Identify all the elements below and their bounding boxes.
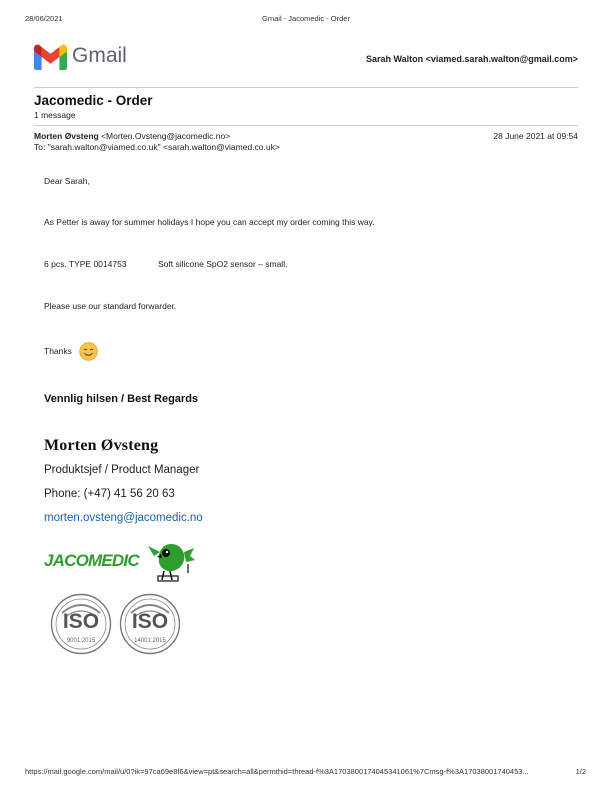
iso-14001-badge <box>119 593 181 655</box>
gmail-logo-icon <box>34 44 67 70</box>
sender-name: Morten Øvsteng <box>34 131 99 141</box>
signature-phone: Phone: (+47) 41 56 20 63 <box>44 488 175 500</box>
print-title: Gmail - Jacomedic - Order <box>262 14 350 23</box>
signature-email-link[interactable]: morten.ovsteng@jacomedic.no <box>44 512 203 524</box>
iso-standard: 14001:2015 <box>134 638 166 644</box>
body-paragraph: As Petter is away for summer holidays I hope you can accept my order coming this way. <box>44 217 375 227</box>
greeting: Dear Sarah, <box>44 176 90 186</box>
jacomedic-logo-text: JACOMEDIC <box>44 551 139 570</box>
page-number: 1/2 <box>575 767 586 776</box>
gmail-wordmark: Gmail <box>72 44 127 67</box>
recipient: To: "sarah.walton@viamed.co.uk" <sarah.walton@viamed.co.uk> <box>34 142 280 152</box>
footer-url: https://mail.google.com/mail/u/0?ik=97ca69e8f6&view=pt&search=all&permthid=thread-f%3A1703800174045341061%7Cmsg-f%3A17038001740453... <box>25 767 529 776</box>
regards: Vennlig hilsen / Best Regards <box>44 393 199 405</box>
iso-9001-badge <box>50 593 112 655</box>
sender <box>34 131 230 141</box>
smile-emoji-icon <box>79 342 98 361</box>
iso-label: ISO <box>62 610 100 633</box>
message-date: 28 June 2021 at 09:54 <box>493 131 578 141</box>
message-count: 1 message <box>34 110 76 120</box>
sender-email: <Morten.Ovsteng@jacomedic.no> <box>101 131 231 141</box>
print-date: 28/06/2021 <box>25 14 63 23</box>
iso-standard: 9001:2015 <box>66 638 96 644</box>
divider <box>34 125 578 126</box>
divider <box>34 87 578 88</box>
order-description: Soft silicone SpO2 sensor – small. <box>158 259 288 269</box>
thanks-text: Thanks <box>44 346 72 356</box>
body-paragraph: Please use our standard forwarder. <box>44 301 177 311</box>
thread-subject: Jacomedic - Order <box>34 93 153 108</box>
parrot-logo-icon <box>146 540 196 583</box>
iso-label: ISO <box>131 610 169 633</box>
signature-title: Produktsjef / Product Manager <box>44 464 200 476</box>
account-label: Sarah Walton <viamed.sarah.walton@gmail.com> <box>365 54 578 64</box>
order-quantity: 6 pcs. TYPE 0014753 <box>44 259 127 269</box>
signature-name: Morten Øvsteng <box>44 437 159 454</box>
